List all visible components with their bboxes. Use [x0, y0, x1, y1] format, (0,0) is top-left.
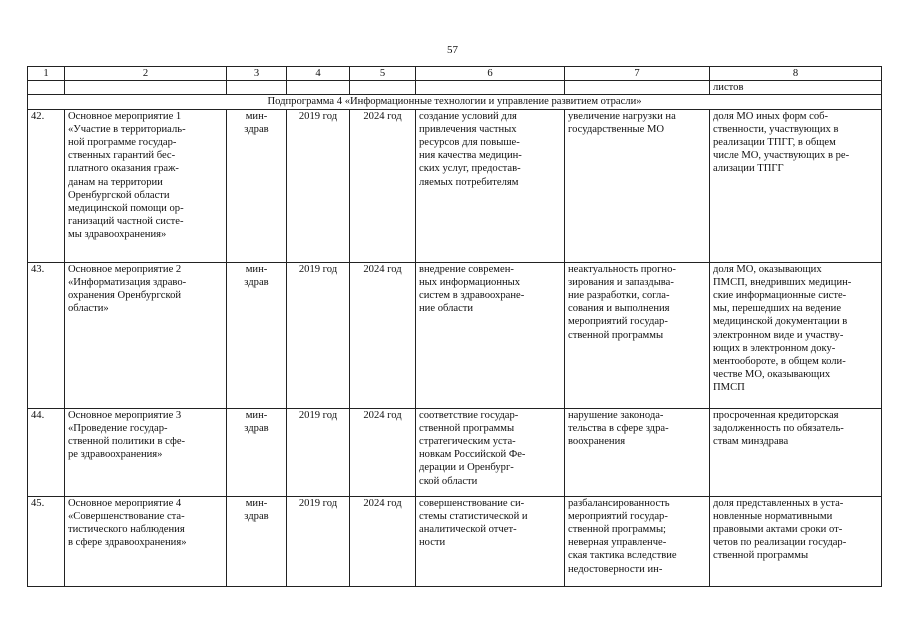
start-year: 2019 год	[287, 109, 350, 262]
expected-result: соответствие государ- ственной программы стратегическим уста- новкам Российской Фе- дерации и Оренбург- ской области	[419, 409, 526, 487]
header-cell: 5	[350, 67, 416, 81]
consequences: неактуальность прогно- зирования и запаздыва- ние разработки, согла- сования и выполнения мероприятий государ- ственной программы	[568, 263, 676, 341]
consequences: нарушение законода- тельства в сфере здра- воохранения	[568, 409, 669, 448]
indicator: просроченная кредиторская задолженность по обязатель- ствам минздрава	[713, 409, 844, 448]
indicator: доля МО иных форм соб- ственности, участвующих в реализации ТПГГ, в общем числе МО, участвующих в ре- ализации ТПГГ	[713, 110, 850, 175]
measure-name: Основное мероприятие 3 «Проведение государ- ственной политики в сфе- ре здравоохранения»	[68, 409, 186, 461]
page-number: 57	[447, 44, 458, 56]
executor: мин- здрав	[244, 409, 269, 434]
header-cell: 3	[227, 67, 287, 81]
expected-result: внедрение современ- ных информационных систем в здравоохране- ние области	[419, 263, 525, 315]
start-year: 2019 год	[287, 262, 350, 408]
measures-table	[27, 66, 882, 587]
header-cell: 6	[416, 67, 565, 81]
table-row	[28, 408, 882, 496]
executor: мин- здрав	[244, 110, 269, 135]
expected-result: создание условий для привлечения частных ресурсов для повыше- ния качества медицин- ских услуг, предостав- ляемых потребителям	[419, 110, 522, 188]
measure-name: Основное мероприятие 4 «Совершенствование ста- тистического наблюдения в сфере здравоохранения»	[68, 497, 187, 549]
table-row	[28, 496, 882, 586]
header-cell: 4	[287, 67, 350, 81]
row-number: 43.	[28, 262, 65, 408]
subprogram-row	[28, 95, 882, 109]
header-row	[28, 67, 882, 81]
executor: мин- здрав	[244, 497, 269, 522]
table-row	[28, 109, 882, 262]
consequences: увеличение нагрузки на государственные МО	[568, 110, 676, 135]
indicator: доля представленных в уста- новленные нормативными правовыми актами сроки от- четов по реализации государ- ственной программы	[713, 497, 847, 562]
continuation-text: листов	[710, 81, 882, 95]
measure-name: Основное мероприятие 1 «Участие в территориаль- ной программе государ- ственных гарантий бес- платного оказания граж- данам на территории Оренбургской области медицинской помощи ор- ганизаций частной систе- мы здравоохранения»	[68, 110, 186, 241]
indicator: доля МО, оказывающих ПМСП, внедривших медицин- ские информационные систе- мы, перешедших на ведение медицинской документации в электронном виде и участву- ющих в электронном доку- ментообороте, в общем коли- честве МО, оказывающих ПМСП	[713, 263, 852, 394]
subprogram-title: Подпрограмма 4 «Информационные технологии и управление развитием отрасли»	[28, 95, 882, 109]
row-number: 44.	[28, 408, 65, 496]
consequences: разбалансированность мероприятий государ- ственной программы; неверная управленче- ская тактика вследствие недостоверности ин-	[568, 497, 677, 575]
start-year: 2019 год	[287, 408, 350, 496]
header-cell: 7	[565, 67, 710, 81]
expected-result: совершенствование си- стемы статистической и аналитической отчет- ности	[419, 497, 528, 549]
continuation-row	[28, 81, 882, 95]
header-cell: 8	[710, 67, 882, 81]
header-cell: 1	[28, 67, 65, 81]
start-year: 2019 год	[287, 496, 350, 586]
end-year: 2024 год	[350, 408, 416, 496]
table-row	[28, 262, 882, 408]
executor: мин- здрав	[244, 263, 269, 288]
row-number: 45.	[28, 496, 65, 586]
header-cell: 2	[65, 67, 227, 81]
end-year: 2024 год	[350, 109, 416, 262]
end-year: 2024 год	[350, 262, 416, 408]
end-year: 2024 год	[350, 496, 416, 586]
measure-name: Основное мероприятие 2 «Информатизация здраво- охранения Оренбургской области»	[68, 263, 187, 315]
row-number: 42.	[28, 109, 65, 262]
